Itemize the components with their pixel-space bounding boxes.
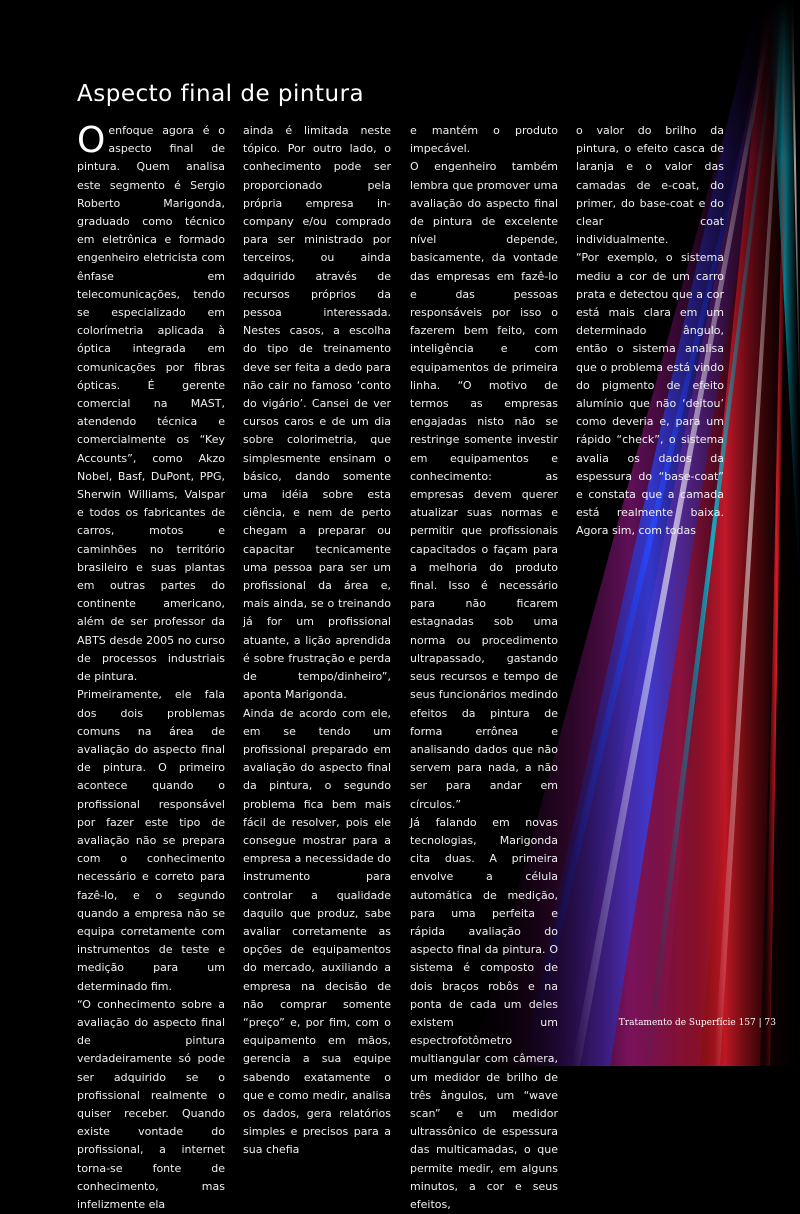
paragraph: “Por exemplo, o sistema mediu a cor de um carro prata e detectou que a cor está mais clara em um determinado ângulo, então o sistema analisa que o problema está vindo do pigmento de efeito alumínio que não ‘deitou’ como deveria e, para um rápido “check”, o sistema avalia os dados da espessura do “base-coat” e constata que a camada está realmente baixa. Agora sim, com todas: [576, 251, 724, 538]
page-footer: Tratamento de Superfície 157 | 73: [618, 1018, 776, 1028]
text-column-1: [77, 122, 225, 1214]
paragraph: Oenfoque agora é o aspecto final de pintura. Quem analisa este segmento é Sergio Roberto Marigonda, graduado como técnico em eletrônica e formado engenheiro eletricista com ênfase em telecomunicações, tendo se especializado em colorímetria aplicada à óptica integrada em comunicações por fibras ópticas. É gerente comercial na MAST, atendendo técnica e comercialmente os “Key Accounts”, como Akzo Nobel, Basf, DuPont, PPG, Sherwin Williams, Valspar e todos os fabricantes de carros, motos e caminhões no território brasileiro e suas plantas em outras partes do continente americano, além de ser professor da ABTS desde 2005 no curso de processos industriais de pintura.: [77, 120, 225, 684]
paragraph: “O conhecimento sobre a avaliação do aspecto final de pintura verdadeiramente só pode ser adquirido se o profissional realmente o quiser receber. Quando existe vontade do profissional, a internet torna-se fonte de conhecimento, mas infelizmente ela: [77, 997, 225, 1211]
paragraph: o valor do brilho da pintura, o efeito casca de laranja e o valor das camadas de e-coat, do primer, do base-coat e do clear coat individualmente.: [576, 124, 724, 247]
drop-cap: O: [77, 120, 106, 161]
paragraph: ainda é limitada neste tópico. Por outro lado, o conhecimento pode ser proporcionado pela própria empresa in-company e/ou comprado para ser ministrado por terceiros, ou ainda adquirido através de recursos próprios da pessoa interessada. Nestes casos, a escolha do tipo de treinamento deve ser feita a dedo para não cair no famoso ‘conto do vigário’. Cansei de ver cursos caros e de um dia sobre colorimetria, que simplesmente ensinam o básico, dando somente uma idéia sobre esta ciência, e nem de perto chegam a preparar ou capacitar tecnicamente uma pessoa para ser um profissional da área e, mais ainda, se o treinando já for um profissional atuante, a lição aprendida é sobre frustração e perda de tempo/dinheiro”, aponta Marigonda.: [243, 124, 391, 702]
text-column-2: [243, 122, 391, 1160]
text-column-4: [576, 122, 724, 541]
paragraph: e mantém o produto impecável.: [410, 124, 558, 156]
text-column-3: [410, 122, 558, 1214]
paragraph: Primeiramente, ele fala dos dois problemas comuns na área de avaliação do aspecto final de pintura. O primeiro acontece quando o profissional responsável por fazer este tipo de avaliação não se prepara com o conhecimento necessário e correto para fazê-lo, e o segundo quando a empresa não se equipa corretamente com instrumentos de teste e medição para um determinado fim.: [77, 688, 225, 993]
paragraph: Já falando em novas tecnologias, Marigonda cita duas. A primeira envolve a célula automática de medição, para uma perfeita e rápida avaliação do aspecto final da pintura. O sistema é composto de dois braços robôs e na ponta de cada um deles existem um espectrofotômetro multiangular com câmera, um medidor de brilho de três ângulos, um “wave scan” e um medidor ultrassônico de espessura das multicamadas, o que permite medir, em alguns minutos, a cor e seus efeitos,: [410, 815, 558, 1211]
paragraph: O engenheiro também lembra que promover uma avaliação do aspecto final de pintura de excelente nível depende, basicamente, da vontade das empresas em fazê-lo e das pessoas responsáveis por isso o fazerem bem feito, com inteligência e com equipamentos de primeira linha. “O motivo de termos as empresas engajadas nisto não se restringe somente investir em equipamentos e conhecimento: as empresas devem querer atualizar suas normas e permitir que profissionais capacitados o façam para a melhoria do produto final. Isso é necessário para não ficarem estagnadas sob uma norma ou procedimento ultrapassado, gastando seus recursos e tempo de seus funcionários medindo efeitos da pintura de forma errônea e analisando dados que não servem para nada, a não ser para andar em círculos.”: [410, 160, 558, 811]
paragraph: Ainda de acordo com ele, em se tendo um profissional preparado em avaliação do aspecto final da pintura, o segundo problema fica bem mais fácil de resolver, pois ele consegue mostrar para a empresa a necessidade do instrumento para controlar a qualidade daquilo que produz, sabe avaliar corretamente as opções de equipamentos do mercado, auxiliando a empresa na decisão de não comprar somente “preço” e, por fim, com o equipamento em mãos, gerencia a sua equipe sabendo exatamente o que e como medir, analisa os dados, gera relatórios simples e precisos para a sua chefia: [243, 706, 391, 1157]
page-title: Aspecto final de pintura: [77, 81, 365, 108]
